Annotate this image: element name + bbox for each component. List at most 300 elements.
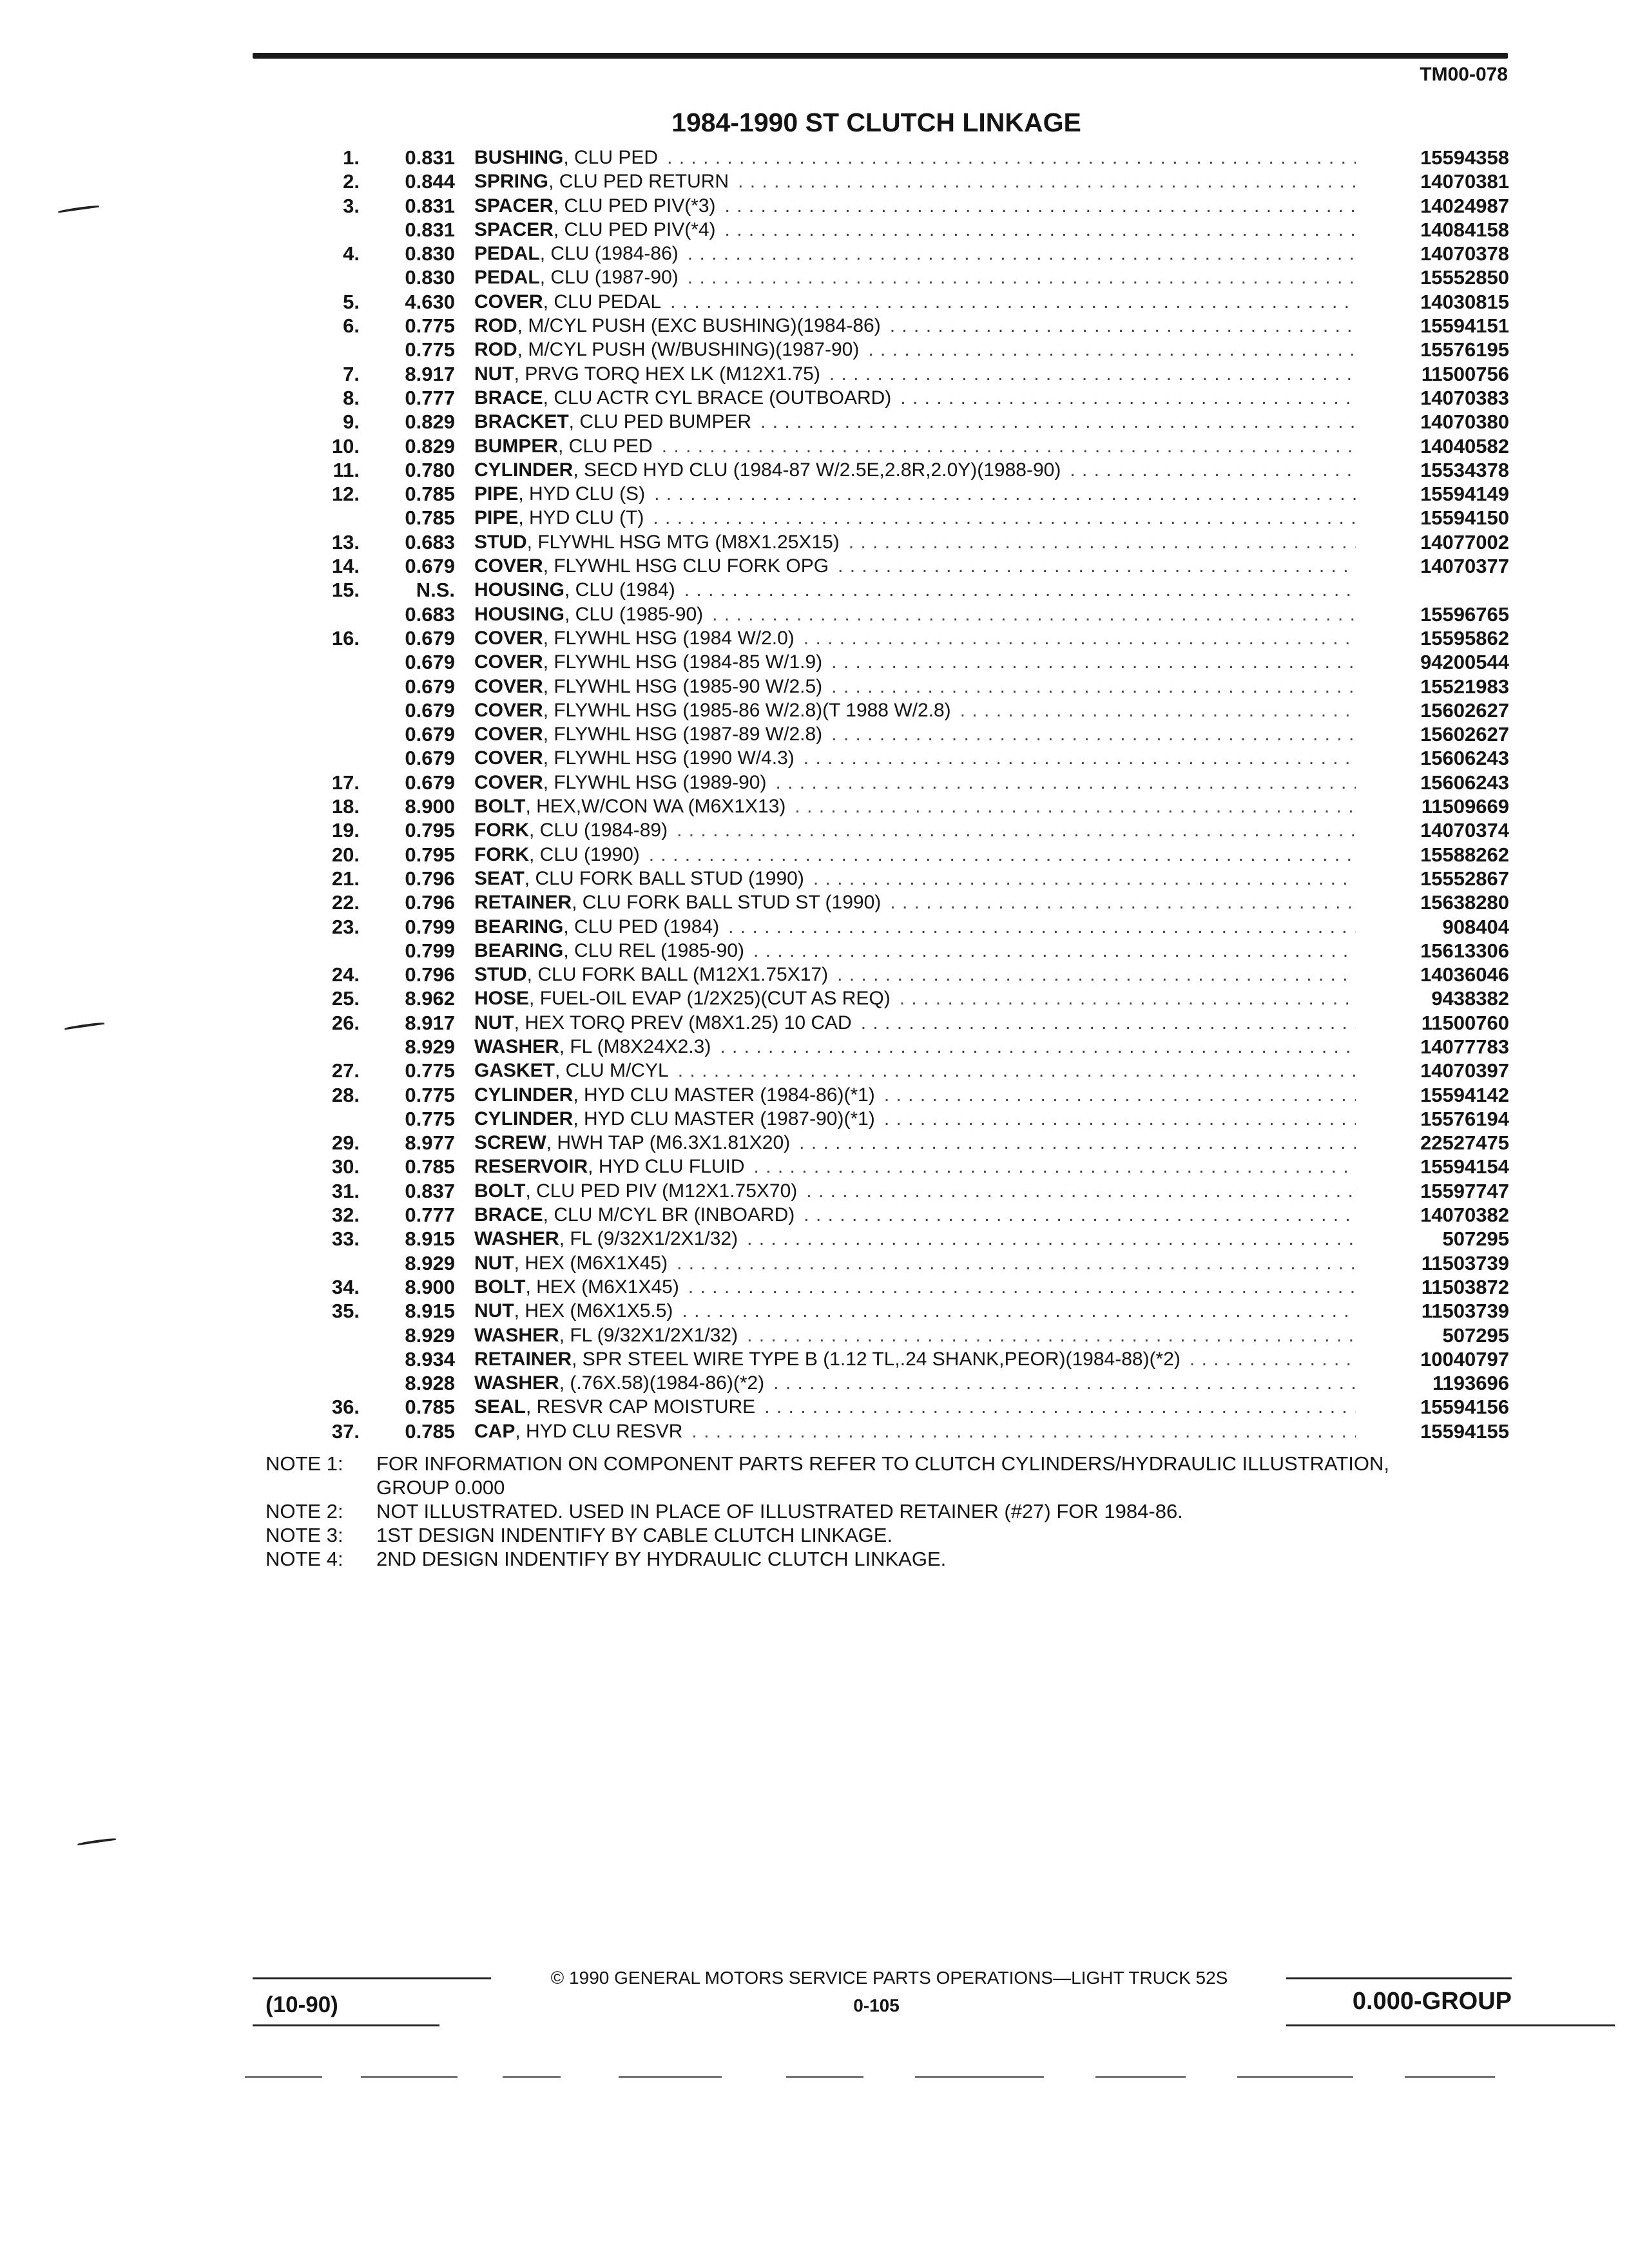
part-name: CYLINDER bbox=[474, 1084, 574, 1106]
group-code: 0.775 bbox=[405, 1107, 455, 1130]
group-code: 0.799 bbox=[405, 939, 455, 962]
part-name: RETAINER bbox=[474, 1348, 572, 1370]
item-number: 15. bbox=[331, 579, 360, 602]
part-detail: , HEX,W/CON WA (M6X1X13) bbox=[525, 796, 786, 818]
part-number: 15594142 bbox=[1420, 1083, 1509, 1106]
part-row bbox=[0, 554, 1629, 578]
part-name: WASHER bbox=[474, 1228, 559, 1250]
group-code: 8.929 bbox=[405, 1251, 455, 1274]
item-number: 8. bbox=[343, 386, 360, 409]
part-name: BRACKET bbox=[474, 411, 569, 433]
part-description bbox=[474, 146, 1356, 169]
part-name: BEARING bbox=[474, 939, 564, 961]
group-code: 0.796 bbox=[405, 867, 455, 890]
group-code: 8.929 bbox=[405, 1035, 455, 1058]
note-label: NOTE 3: bbox=[265, 1524, 343, 1546]
note-text: 2ND DESIGN INDENTIFY BY HYDRAULIC CLUTCH LINKAGE. bbox=[376, 1548, 947, 1570]
item-number: 7. bbox=[343, 362, 360, 385]
part-row bbox=[0, 915, 1629, 939]
part-row bbox=[0, 722, 1629, 746]
group-code: 0.831 bbox=[405, 194, 455, 217]
group-code: 0.785 bbox=[405, 1396, 455, 1419]
part-row bbox=[0, 314, 1629, 338]
parts-list bbox=[0, 146, 1629, 1443]
part-detail: , HYD CLU (S) bbox=[518, 483, 646, 505]
part-row bbox=[0, 1011, 1629, 1035]
part-name: ROD bbox=[474, 315, 517, 337]
part-row bbox=[0, 482, 1629, 506]
part-name: BOLT bbox=[474, 1276, 526, 1298]
part-row bbox=[0, 818, 1629, 842]
part-row bbox=[0, 1131, 1629, 1155]
group-code: 0.777 bbox=[405, 386, 455, 409]
part-row bbox=[0, 1179, 1629, 1203]
part-detail: , FLYWHL HSG (1985-86 W/2.8)(T 1988 W/2.8) bbox=[543, 699, 951, 721]
part-number: 14070381 bbox=[1420, 170, 1509, 193]
scan-dash bbox=[245, 2076, 322, 2078]
revision-date: (10-90) bbox=[265, 1992, 338, 2017]
item-number: 35. bbox=[331, 1300, 360, 1323]
part-row bbox=[0, 506, 1629, 530]
item-number: 6. bbox=[343, 314, 360, 338]
group-code: 0.775 bbox=[405, 1059, 455, 1082]
group-code: 0.829 bbox=[405, 434, 455, 457]
part-number: 14070378 bbox=[1420, 242, 1509, 265]
part-number: 15588262 bbox=[1420, 843, 1509, 866]
part-detail: , HEX (M6X1X45) bbox=[525, 1276, 679, 1298]
group-code: 0.795 bbox=[405, 819, 455, 842]
group-code: 0.830 bbox=[405, 266, 455, 289]
part-number: 14030815 bbox=[1420, 290, 1509, 313]
part-row bbox=[0, 675, 1629, 698]
part-row bbox=[0, 242, 1629, 265]
part-number: 15638280 bbox=[1420, 891, 1509, 914]
bottom-rule-left bbox=[253, 2024, 439, 2026]
part-description bbox=[474, 410, 1356, 434]
part-name: NUT bbox=[474, 1252, 514, 1274]
part-number: 15596765 bbox=[1420, 602, 1509, 626]
item-number: 4. bbox=[343, 242, 360, 265]
part-name: BOLT bbox=[474, 796, 526, 818]
part-number: 22527475 bbox=[1420, 1131, 1509, 1155]
part-description bbox=[474, 626, 1356, 650]
part-row bbox=[0, 1371, 1629, 1395]
part-number: 14070380 bbox=[1420, 410, 1509, 434]
part-number: 11503872 bbox=[1421, 1275, 1509, 1298]
part-name: COVER bbox=[474, 291, 543, 312]
page-number: 0-105 bbox=[853, 1995, 900, 2015]
part-number: 14036046 bbox=[1420, 963, 1509, 986]
item-number: 25. bbox=[331, 987, 360, 1010]
part-row bbox=[0, 1275, 1629, 1299]
part-name: NUT bbox=[474, 1300, 514, 1322]
part-number: 14024987 bbox=[1420, 194, 1509, 217]
group-code: 0.679 bbox=[405, 651, 455, 674]
group-code: 0.844 bbox=[405, 170, 455, 193]
group-code: 0.679 bbox=[405, 698, 455, 722]
top-rule bbox=[253, 53, 1508, 59]
part-name: STUD bbox=[474, 964, 527, 986]
part-detail: , FLYWHL HSG (1987-89 W/2.8) bbox=[543, 724, 823, 745]
group-code: 0.775 bbox=[405, 314, 455, 338]
part-detail: , FL (9/32X1/2X1/32) bbox=[559, 1228, 738, 1250]
part-row bbox=[0, 1107, 1629, 1131]
part-description bbox=[474, 939, 1356, 963]
group-code: 0.679 bbox=[405, 723, 455, 746]
part-number: 15597747 bbox=[1420, 1179, 1509, 1202]
group-code: 0.795 bbox=[405, 843, 455, 866]
group-code: 8.900 bbox=[405, 795, 455, 818]
document-code: TM00-078 bbox=[1420, 64, 1508, 85]
part-description bbox=[474, 1083, 1356, 1107]
part-row bbox=[0, 602, 1629, 626]
part-name: COVER bbox=[474, 651, 543, 673]
part-description bbox=[474, 650, 1356, 674]
part-number: 15576195 bbox=[1420, 338, 1509, 361]
part-name: COVER bbox=[474, 555, 543, 577]
part-detail: , M/CYL PUSH (W/BUSHING)(1987-90) bbox=[517, 339, 860, 361]
part-row bbox=[0, 290, 1629, 314]
part-detail: , M/CYL PUSH (EXC BUSHING)(1984-86) bbox=[517, 315, 881, 337]
part-row bbox=[0, 939, 1629, 963]
part-row bbox=[0, 986, 1629, 1010]
part-row bbox=[0, 1155, 1629, 1178]
part-detail: , HEX TORQ PREV (M8X1.25) 10 CAD bbox=[514, 1012, 852, 1033]
part-number: 15613306 bbox=[1420, 939, 1509, 962]
part-name: COVER bbox=[474, 627, 543, 649]
part-detail: , HYD CLU (T) bbox=[518, 507, 644, 529]
group-code: 0.775 bbox=[405, 338, 455, 361]
part-row bbox=[0, 169, 1629, 193]
part-description bbox=[474, 1251, 1356, 1275]
part-detail: , CLU (1984-86) bbox=[539, 243, 679, 265]
part-detail: , CLU PED (1984) bbox=[563, 916, 720, 937]
part-name: BUMPER bbox=[474, 435, 559, 457]
bottom-rule-right bbox=[1286, 2024, 1615, 2026]
part-detail: , HYD CLU MASTER (1987-90)(*1) bbox=[573, 1108, 875, 1129]
group-code: 8.917 bbox=[405, 1011, 455, 1034]
part-description bbox=[474, 771, 1356, 794]
part-detail: , CLU (1987-90) bbox=[539, 267, 679, 289]
note-label: NOTE 2: bbox=[265, 1500, 343, 1523]
part-description bbox=[474, 843, 1356, 867]
part-number: 14070382 bbox=[1420, 1204, 1509, 1227]
part-number: 94200544 bbox=[1420, 651, 1509, 674]
part-description bbox=[474, 506, 1356, 530]
part-description bbox=[474, 1227, 1356, 1251]
item-number: 30. bbox=[331, 1155, 360, 1178]
group-code: 0.679 bbox=[405, 675, 455, 698]
part-name: FORK bbox=[474, 820, 529, 841]
part-detail: , CLU REL (1985-90) bbox=[563, 939, 745, 961]
part-row bbox=[0, 386, 1629, 410]
part-detail: , FLYWHL HSG MTG (M8X1.25X15) bbox=[526, 531, 840, 553]
part-description bbox=[474, 1395, 1356, 1419]
item-number: 2. bbox=[343, 170, 360, 193]
part-number: 15602627 bbox=[1420, 698, 1509, 722]
item-number: 36. bbox=[331, 1396, 360, 1419]
part-description bbox=[474, 1035, 1356, 1059]
part-row bbox=[0, 530, 1629, 554]
part-row bbox=[0, 1299, 1629, 1323]
binder-hole-mark bbox=[77, 1838, 116, 1845]
group-code: 4.630 bbox=[405, 290, 455, 313]
group-code: 8.915 bbox=[405, 1300, 455, 1323]
part-row bbox=[0, 1035, 1629, 1059]
part-name: BRACE bbox=[474, 387, 543, 408]
part-row bbox=[0, 1251, 1629, 1275]
part-row bbox=[0, 434, 1629, 458]
group-code: 0.775 bbox=[405, 1083, 455, 1106]
part-description bbox=[474, 1299, 1356, 1323]
part-description bbox=[474, 746, 1356, 770]
scan-dash bbox=[786, 2076, 863, 2078]
part-description bbox=[474, 963, 1356, 986]
part-detail: , CLU PEDAL bbox=[543, 291, 662, 312]
group-code: 8.915 bbox=[405, 1227, 455, 1251]
part-detail: , CLU PED bbox=[558, 435, 653, 457]
group-code: 8.900 bbox=[405, 1275, 455, 1298]
part-name: PIPE bbox=[474, 507, 519, 529]
scan-dash bbox=[619, 2076, 722, 2078]
part-name: COVER bbox=[474, 771, 543, 793]
part-name: COVER bbox=[474, 747, 543, 769]
scan-dash bbox=[1095, 2076, 1186, 2078]
part-name: ROD bbox=[474, 339, 517, 361]
part-row bbox=[0, 626, 1629, 650]
item-number: 21. bbox=[331, 867, 360, 890]
part-description bbox=[474, 265, 1356, 289]
part-detail: , HYD CLU FLUID bbox=[588, 1156, 745, 1178]
part-name: PEDAL bbox=[474, 243, 540, 265]
part-description bbox=[474, 794, 1356, 818]
part-detail: , CLU (1985-90) bbox=[564, 603, 704, 625]
part-detail: , CLU (1990) bbox=[529, 843, 640, 865]
part-detail: , SPR STEEL WIRE TYPE B (1.12 TL,.24 SHANK,PEOR)(1984-88)(*2) bbox=[572, 1348, 1181, 1370]
part-name: NUT bbox=[474, 1012, 514, 1033]
group-code: 0.837 bbox=[405, 1179, 455, 1202]
part-description bbox=[474, 602, 1356, 626]
item-number: 28. bbox=[331, 1083, 360, 1106]
part-number: 14077002 bbox=[1420, 530, 1509, 553]
part-number: 14070383 bbox=[1420, 386, 1509, 409]
group-code: 0.785 bbox=[405, 506, 455, 530]
part-description bbox=[474, 218, 1356, 242]
item-number: 37. bbox=[331, 1419, 360, 1443]
group-code: 0.780 bbox=[405, 458, 455, 481]
part-detail: , HEX (M6X1X45) bbox=[514, 1252, 668, 1274]
part-name: SEAL bbox=[474, 1396, 526, 1418]
part-description bbox=[474, 434, 1356, 458]
item-number: 23. bbox=[331, 915, 360, 938]
part-name: RESERVOIR bbox=[474, 1156, 588, 1178]
part-number: 15594154 bbox=[1420, 1155, 1509, 1178]
part-detail: , CLU FORK BALL STUD ST (1990) bbox=[572, 892, 882, 914]
item-number: 19. bbox=[331, 819, 360, 842]
note-label: NOTE 4: bbox=[265, 1548, 343, 1570]
part-number: 507295 bbox=[1442, 1323, 1509, 1347]
part-description bbox=[474, 362, 1356, 386]
group-code: 0.799 bbox=[405, 915, 455, 938]
scan-dash bbox=[361, 2076, 458, 2078]
part-description bbox=[474, 482, 1356, 506]
part-row bbox=[0, 867, 1629, 890]
part-number: 9438382 bbox=[1431, 987, 1509, 1010]
note bbox=[265, 1499, 1400, 1523]
part-row bbox=[0, 698, 1629, 722]
part-row bbox=[0, 1395, 1629, 1419]
part-row bbox=[0, 362, 1629, 386]
note bbox=[265, 1452, 1400, 1499]
part-name: BUSHING bbox=[474, 147, 564, 168]
part-row bbox=[0, 963, 1629, 986]
part-detail: , FLYWHL HSG CLU FORK OPG bbox=[543, 555, 829, 577]
part-description bbox=[474, 1371, 1356, 1395]
part-number: 15594151 bbox=[1420, 314, 1509, 338]
item-number: 32. bbox=[331, 1204, 360, 1227]
part-description bbox=[474, 915, 1356, 939]
group-code: 0.683 bbox=[405, 530, 455, 553]
part-name: COVER bbox=[474, 675, 543, 697]
part-number: 15594150 bbox=[1420, 506, 1509, 530]
footer-rule-right bbox=[1286, 1977, 1512, 1979]
part-detail: , (.76X.58)(1984-86)(*2) bbox=[559, 1372, 765, 1394]
part-description bbox=[474, 386, 1356, 410]
part-description bbox=[474, 554, 1356, 578]
part-name: COVER bbox=[474, 699, 543, 721]
item-number: 5. bbox=[343, 290, 360, 313]
part-name: WASHER bbox=[474, 1372, 559, 1394]
part-number: 15594156 bbox=[1420, 1396, 1509, 1419]
item-number: 9. bbox=[343, 410, 360, 434]
part-detail: , FLYWHL HSG (1984 W/2.0) bbox=[543, 627, 795, 649]
part-name: SPACER bbox=[474, 195, 554, 216]
note-label: NOTE 1: bbox=[265, 1452, 343, 1475]
part-description bbox=[474, 194, 1356, 218]
part-row bbox=[0, 410, 1629, 434]
part-description bbox=[474, 1347, 1356, 1371]
part-detail: , CLU FORK BALL STUD (1990) bbox=[524, 867, 804, 889]
part-number: 11503739 bbox=[1421, 1300, 1509, 1323]
part-name: RETAINER bbox=[474, 892, 572, 914]
part-detail: , CLU PED PIV(*4) bbox=[553, 218, 716, 240]
part-description bbox=[474, 986, 1356, 1010]
part-detail: , HWH TAP (M6.3X1.81X20) bbox=[546, 1132, 791, 1154]
part-row bbox=[0, 1203, 1629, 1227]
part-detail: , CLU M/CYL BR (INBOARD) bbox=[543, 1204, 795, 1226]
item-number: 16. bbox=[331, 626, 360, 649]
part-detail: , HYD CLU MASTER (1984-86)(*1) bbox=[573, 1084, 875, 1106]
part-detail: , CLU PED RETURN bbox=[548, 171, 729, 193]
group-code: 8.962 bbox=[405, 987, 455, 1010]
part-number: 15521983 bbox=[1420, 675, 1509, 698]
part-number: 14070397 bbox=[1420, 1059, 1509, 1082]
part-row bbox=[0, 1347, 1629, 1371]
part-detail: , PRVG TORQ HEX LK (M12X1.75) bbox=[514, 363, 820, 385]
part-name: CYLINDER bbox=[474, 459, 574, 481]
group-code: 8.929 bbox=[405, 1323, 455, 1347]
group-code: 0.679 bbox=[405, 771, 455, 794]
group-code: 0.831 bbox=[405, 146, 455, 169]
part-description bbox=[474, 242, 1356, 265]
part-number: 10040797 bbox=[1420, 1347, 1509, 1370]
group-code: 0.683 bbox=[405, 602, 455, 626]
note-text: FOR INFORMATION ON COMPONENT PARTS REFER TO CLUTCH CYLINDERS/HYDRAULIC ILLUSTRATION, GROUP 0.000 bbox=[376, 1452, 1389, 1499]
part-row bbox=[0, 771, 1629, 794]
part-name: SPRING bbox=[474, 171, 549, 193]
item-number: 1. bbox=[343, 146, 360, 169]
part-name: NUT bbox=[474, 363, 514, 385]
group-code: 0.796 bbox=[405, 963, 455, 986]
part-name: WASHER bbox=[474, 1324, 559, 1346]
group-code: 0.679 bbox=[405, 626, 455, 649]
part-number: 11500760 bbox=[1421, 1011, 1509, 1034]
part-row bbox=[0, 1419, 1629, 1443]
part-description bbox=[474, 578, 1356, 602]
item-number: 29. bbox=[331, 1131, 360, 1155]
part-number: 15534378 bbox=[1420, 458, 1509, 481]
group-code: N.S. bbox=[416, 579, 455, 602]
part-name: BOLT bbox=[474, 1180, 526, 1202]
part-description bbox=[474, 722, 1356, 746]
part-detail: , FLYWHL HSG (1989-90) bbox=[543, 771, 767, 793]
part-detail: , HEX (M6X1X5.5) bbox=[514, 1300, 673, 1322]
item-number: 12. bbox=[331, 483, 360, 506]
part-name: HOSE bbox=[474, 988, 530, 1010]
part-description bbox=[474, 290, 1356, 314]
note bbox=[265, 1523, 1400, 1547]
part-number: 15606243 bbox=[1420, 747, 1509, 770]
part-name: GASKET bbox=[474, 1060, 555, 1082]
part-number: 14070374 bbox=[1420, 819, 1509, 842]
part-description bbox=[474, 1203, 1356, 1227]
part-description bbox=[474, 1131, 1356, 1155]
item-number: 3. bbox=[343, 194, 360, 217]
group-code: 0.679 bbox=[405, 555, 455, 578]
group-label: 0.000-GROUP bbox=[1352, 1988, 1512, 2015]
part-row bbox=[0, 458, 1629, 482]
part-row bbox=[0, 843, 1629, 867]
part-row bbox=[0, 218, 1629, 242]
footer-rule-left bbox=[253, 1977, 491, 1979]
part-detail: , RESVR CAP MOISTURE bbox=[526, 1396, 756, 1418]
part-row bbox=[0, 746, 1629, 770]
scan-dash bbox=[1405, 2076, 1495, 2078]
group-code: 0.679 bbox=[405, 747, 455, 770]
part-detail: , FLYWHL HSG (1990 W/4.3) bbox=[543, 747, 795, 769]
part-number: 11503739 bbox=[1421, 1251, 1509, 1274]
part-description bbox=[474, 314, 1356, 338]
part-number: 11509669 bbox=[1421, 795, 1509, 818]
part-detail: , FL (M8X24X2.3) bbox=[559, 1035, 711, 1057]
part-number: 15594149 bbox=[1420, 483, 1509, 506]
part-name: BEARING bbox=[474, 916, 564, 937]
part-number: 1193696 bbox=[1432, 1372, 1509, 1395]
part-description bbox=[474, 169, 1356, 193]
part-detail: , CLU ACTR CYL BRACE (OUTBOARD) bbox=[543, 387, 892, 408]
part-name: BRACE bbox=[474, 1204, 543, 1226]
part-number: 15595862 bbox=[1420, 626, 1509, 649]
part-number: 15594358 bbox=[1420, 146, 1509, 169]
item-number: 17. bbox=[331, 771, 360, 794]
part-detail: , HYD CLU RESVR bbox=[515, 1420, 683, 1442]
item-number: 20. bbox=[331, 843, 360, 866]
scan-dash bbox=[503, 2076, 561, 2078]
part-detail: , CLU PED PIV (M12X1.75X70) bbox=[525, 1180, 798, 1202]
part-number: 507295 bbox=[1442, 1227, 1509, 1251]
part-row bbox=[0, 890, 1629, 914]
part-name: COVER bbox=[474, 724, 543, 745]
